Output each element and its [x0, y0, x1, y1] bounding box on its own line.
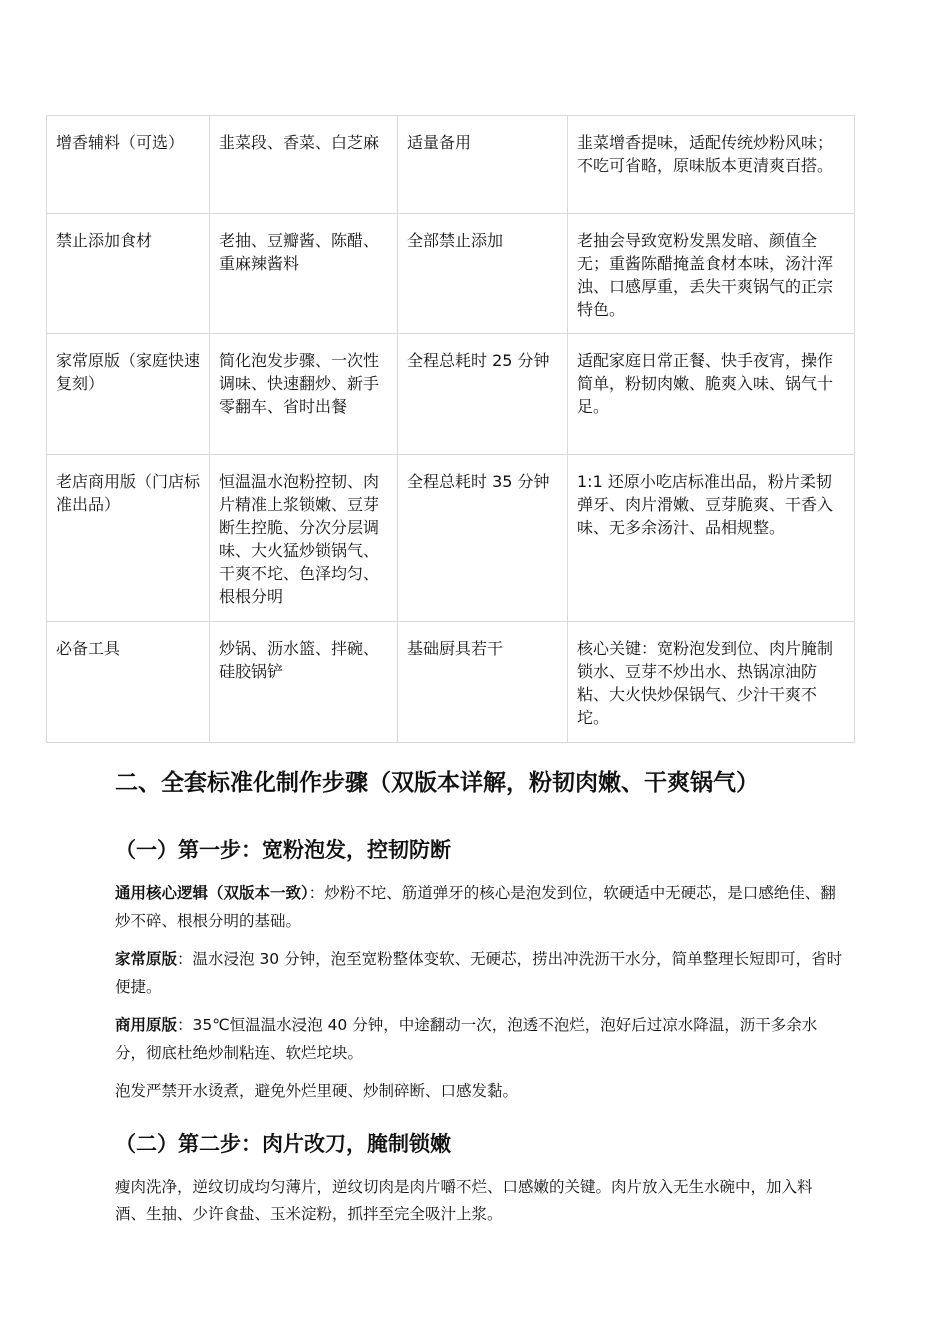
step-1-warning-paragraph: 泡发严禁开水烫煮，避免外烂里硬、炒制碎断、口感发黏。 [115, 1082, 519, 1100]
section-content [115, 760, 843, 1229]
paragraph-text: ：35℃恒温温水浸泡 40 分钟，中途翻动一次，泡透不泡烂，泡好后过凉水降温，沥干多余水分，彻底杜绝炒制粘连、软烂坨块。 [115, 1016, 818, 1062]
table-cell-note: 1:1 还原小吃店标准出品，粉片柔韧弹牙、肉片滑嫩、豆芽脆爽、干香入味、无多余汤汁、品相规整。 [568, 455, 855, 622]
table-row [47, 455, 855, 622]
table-cell-amount: 全程总耗时 25 分钟 [398, 334, 568, 455]
step-2-paragraph: 瘦肉洗净，逆纹切成均匀薄片，逆纹切肉是肉片嚼不烂、口感嫩的关键。肉片放入无生水碗中，加入料酒、生抽、少许食盐、玉米淀粉，抓拌至完全吸汁上浆。 [115, 1177, 813, 1223]
table-row [47, 334, 855, 455]
table-cell-amount: 适量备用 [398, 116, 568, 214]
step-1-heading: （一）第一步：宽粉泡发，控韧防断 [115, 838, 451, 862]
table-row [47, 214, 855, 334]
table-cell-items: 简化泡发步骤、一次性调味、快速翻炒、新手零翻车、省时出餐 [210, 334, 398, 455]
section-heading: 二、全套标准化制作步骤（双版本详解，粉韧肉嫩、干爽锅气） [115, 770, 759, 796]
table-row [47, 116, 855, 214]
table-cell-category: 家常原版（家庭快速复刻） [47, 334, 210, 455]
table-cell-items: 老抽、豆瓣酱、陈醋、重麻辣酱料 [210, 214, 398, 334]
paragraph-text: ：炒粉不坨、筋道弹牙的核心是泡发到位，软硬适中无硬芯，是口感绝佳、翻炒不碎、根根分明的基础。 [115, 884, 836, 930]
table-cell-note: 适配家庭日常正餐、快手夜宵，操作简单，粉韧肉嫩、脆爽入味、锅气十足。 [568, 334, 855, 455]
paragraph-text: ：温水浸泡 30 分钟，泡至宽粉整体变软、无硬芯，捞出冲洗沥干水分，简单整理长短即可，省时便捷。 [115, 950, 843, 996]
table-cell-category: 禁止添加食材 [47, 214, 210, 334]
table-cell-category: 增香辅料（可选） [47, 116, 210, 214]
table-cell-items: 炒锅、沥水篮、拌碗、硅胶锅铲 [210, 622, 398, 743]
table-cell-amount: 全部禁止添加 [398, 214, 568, 334]
table-cell-amount: 基础厨具若干 [398, 622, 568, 743]
paragraph-label: 商用原版 [115, 1016, 178, 1034]
table-row [47, 622, 855, 743]
ingredients-table [46, 115, 855, 743]
table-cell-category: 老店商用版（门店标准出品） [47, 455, 210, 622]
step-1-core-logic-paragraph [115, 880, 843, 935]
paragraph-label: 通用核心逻辑（双版本一致） [115, 884, 309, 902]
table-cell-amount: 全程总耗时 35 分钟 [398, 455, 568, 622]
table-cell-note: 韭菜增香提味，适配传统炒粉风味；不吃可省略，原味版本更清爽百搭。 [568, 116, 855, 214]
table-cell-note: 老抽会导致宽粉发黑发暗、颜值全无；重酱陈醋掩盖食材本味，汤汁浑浊、口感厚重，丢失干爽锅气的正宗特色。 [568, 214, 855, 334]
step-2-heading: （二）第二步：肉片改刀，腌制锁嫩 [115, 1131, 451, 1156]
paragraph-label: 家常原版 [115, 950, 178, 968]
table-cell-note: 核心关键：宽粉泡发到位、肉片腌制锁水、豆芽不炒出水、热锅凉油防粘、大火快炒保锅气、少汁干爽不坨。 [568, 622, 855, 743]
table-cell-category: 必备工具 [47, 622, 210, 743]
table-cell-items: 恒温温水泡粉控韧、肉片精准上浆锁嫩、豆芽断生控脆、分次分层调味、大火猛炒锁锅气、干爽不坨、色泽均匀、根根分明 [210, 455, 398, 622]
table-cell-items: 韭菜段、香菜、白芝麻 [210, 116, 398, 214]
step-1-commercial-version-paragraph [115, 1012, 843, 1067]
step-1-home-version-paragraph [115, 946, 843, 1001]
